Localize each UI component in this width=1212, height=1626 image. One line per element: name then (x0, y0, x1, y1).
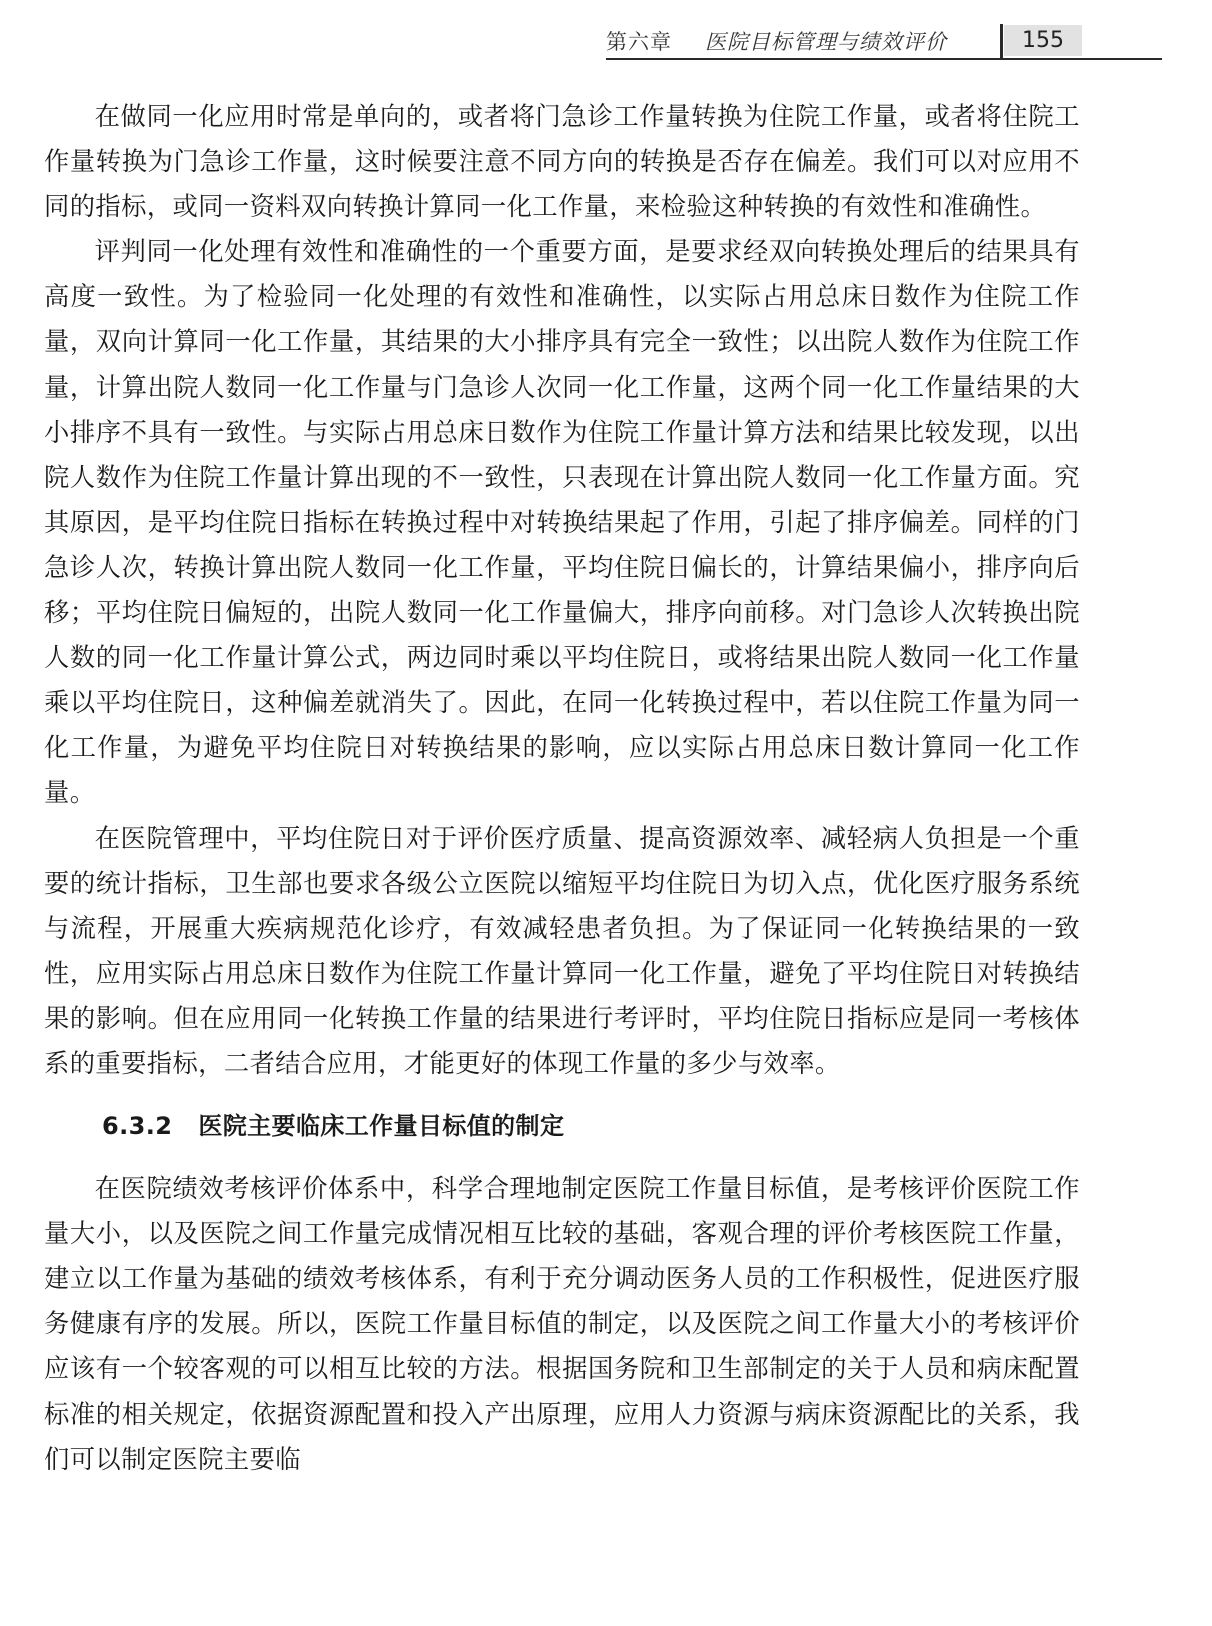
body-text (44, 94, 1080, 1482)
header-chapter-title: 医院目标管理与绩效评价 (705, 30, 947, 54)
paragraph: 评判同一化处理有效性和准确性的一个重要方面，是要求经双向转换处理后的结果具有高度一致性。为了检验同一化处理的有效性和准确性，以实际占用总床日数作为住院工作量，双向计算同一化工作量，其结果的大小排序具有完全一致性；以出院人数作为住院工作量，计算出院人数同一化工作量与门急诊人次同一化工作量，这两个同一化工作量结果的大小排序不具有一致性。与实际占用总床日数作为住院工作量计算方法和结果比较发现，以出院人数作为住院工作量计算出现的不一致性，只表现在计算出院人数同一化工作量方面。究其原因，是平均住院日指标在转换过程中对转换结果起了作用，引起了排序偏差。同样的门急诊人次，转换计算出院人数同一化工作量，平均住院日偏长的，计算结果偏小，排序向后移；平均住院日偏短的，出院人数同一化工作量偏大，排序向前移。对门急诊人次转换出院人数的同一化工作量计算公式，两边同时乘以平均住院日，或将结果出院人数同一化工作量乘以平均住院日，这种偏差就消失了。因此，在同一化转换过程中，若以住院工作量为同一化工作量，为避免平均住院日对转换结果的影响，应以实际占用总床日数计算同一化工作量。 (44, 237, 1080, 808)
section-heading (44, 1106, 1080, 1146)
header-rule (606, 58, 1162, 60)
section-number: 6.3.2 (102, 1112, 173, 1141)
section-title: 医院主要临床工作量目标值的制定 (198, 1112, 565, 1141)
paragraph: 在医院管理中，平均住院日对于评价医疗质量、提高资源效率、减轻病人负担是一个重要的统计指标，卫生部也要求各级公立医院以缩短平均住院日为切入点，优化医疗服务系统与流程，开展重大疾病规范化诊疗，有效减轻患者负担。为了保证同一化转换结果的一致性，应用实际占用总床日数作为住院工作量计算同一化工作量，避免了平均住院日对转换结果的影响。但在应用同一化转换工作量的结果进行考评时，平均住院日指标应是同一考核体系的重要指标，二者结合应用，才能更好的体现工作量的多少与效率。 (44, 823, 1080, 1078)
paragraph: 在做同一化应用时常是单向的，或者将门急诊工作量转换为住院工作量，或者将住院工作量转换为门急诊工作量，这时候要注意不同方向的转换是否存在偏差。我们可以对应用不同的指标，或同一资料双向转换计算同一化工作量，来检验这种转换的有效性和准确性。 (44, 102, 1080, 222)
header-chapter: 第六章 (606, 30, 672, 54)
header-divider (1000, 24, 1003, 58)
running-header (0, 0, 1212, 64)
page-number: 155 (1004, 25, 1082, 56)
paragraph: 在医院绩效考核评价体系中，科学合理地制定医院工作量目标值，是考核评价医院工作量大小，以及医院之间工作量完成情况相互比较的基础，客观合理的评价考核医院工作量，建立以工作量为基础的绩效考核体系，有利于充分调动医务人员的工作积极性，促进医疗服务健康有序的发展。所以，医院工作量目标值的制定，以及医院之间工作量大小的考核评价应该有一个较客观的可以相互比较的方法。根据国务院和卫生部制定的关于人员和病床配置标准的相关规定，依据资源配置和投入产出原理，应用人力资源与病床资源配比的关系，我们可以制定医院主要临 (44, 1174, 1080, 1474)
